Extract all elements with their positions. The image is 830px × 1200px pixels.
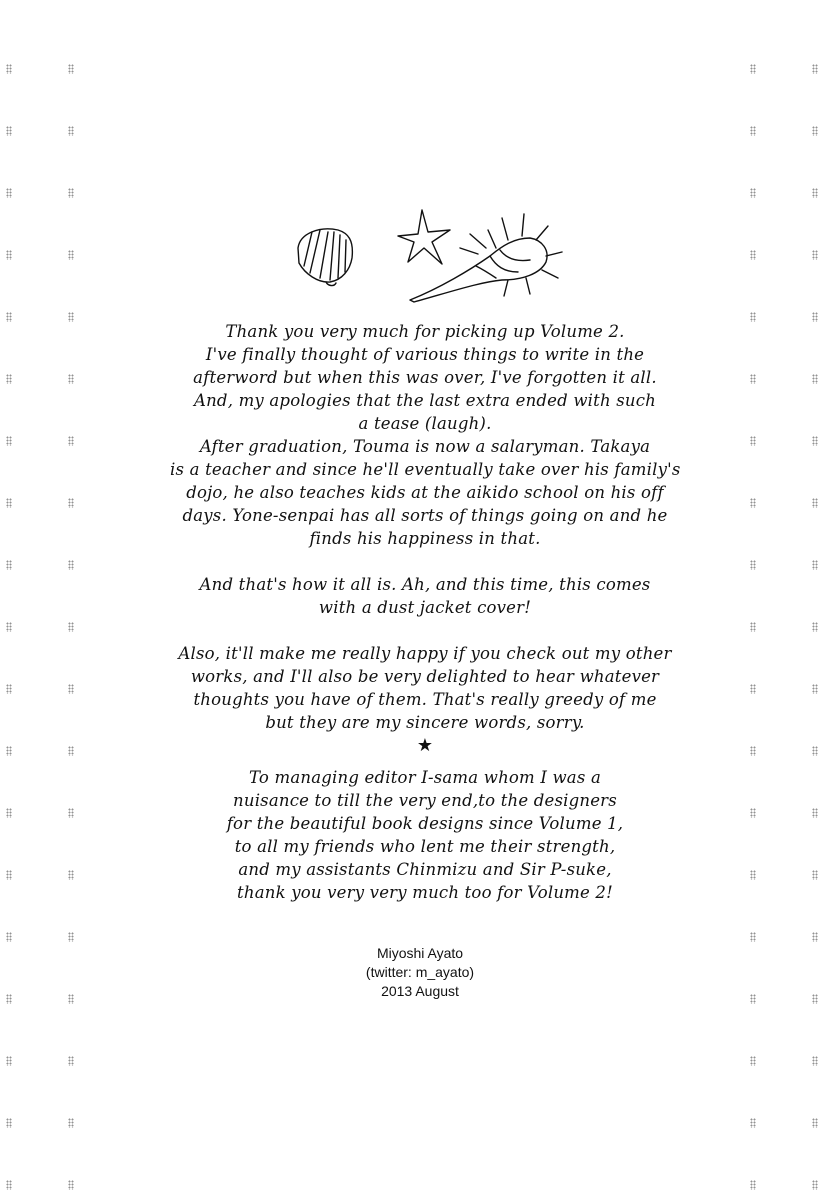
border-dot xyxy=(68,870,74,880)
border-dot xyxy=(812,250,818,260)
border-dot xyxy=(6,436,12,446)
author-twitter: (twitter: m_ayato) xyxy=(365,964,475,980)
border-dot xyxy=(68,1180,74,1190)
border-dot xyxy=(6,188,12,198)
border-dot xyxy=(750,746,756,756)
border-dot xyxy=(812,560,818,570)
border-dot xyxy=(812,374,818,384)
text-line: days. Yone-senpai has all sorts of things going on and he xyxy=(182,506,668,525)
border-dot xyxy=(6,808,12,818)
border-dot xyxy=(812,994,818,1004)
border-dot xyxy=(812,808,818,818)
paragraph-acknowledgements xyxy=(170,766,680,904)
border-dot xyxy=(68,560,74,570)
border-dot xyxy=(812,188,818,198)
text-line: dojo, he also teaches kids at the aikido school on his off xyxy=(186,483,664,502)
text-line: finds his happiness in that. xyxy=(309,529,541,548)
text-line: afterword but when this was over, I've forgotten it all. xyxy=(193,368,657,387)
border-dot xyxy=(750,994,756,1004)
left-dot-column xyxy=(6,0,16,1200)
signature-block xyxy=(320,944,520,1001)
border-dot xyxy=(68,808,74,818)
border-dot xyxy=(68,498,74,508)
text-line: To managing editor I-sama whom I was a xyxy=(249,768,601,787)
afterword-letter xyxy=(170,320,680,904)
border-dot xyxy=(68,250,74,260)
border-dot xyxy=(68,994,74,1004)
border-dot xyxy=(6,1056,12,1066)
text-line: Thank you very much for picking up Volume 2. xyxy=(225,322,625,341)
border-dot xyxy=(68,684,74,694)
text-line: Also, it'll make me really happy if you check out my other xyxy=(178,644,672,663)
border-dot xyxy=(812,932,818,942)
conch-shell-icon xyxy=(410,214,562,302)
text-line: with a dust jacket cover! xyxy=(318,598,532,617)
border-dot xyxy=(750,436,756,446)
border-dot xyxy=(750,312,756,322)
border-dot xyxy=(6,622,12,632)
border-dot xyxy=(6,1118,12,1128)
border-dot xyxy=(812,684,818,694)
border-dot xyxy=(68,622,74,632)
border-dot xyxy=(6,250,12,260)
text-line: a tease (laugh). xyxy=(358,414,492,433)
border-dot xyxy=(750,498,756,508)
border-dot xyxy=(812,498,818,508)
text-line: I've finally thought of various things to write in the xyxy=(205,345,645,364)
border-dot xyxy=(750,1118,756,1128)
border-dot xyxy=(750,374,756,384)
border-dot xyxy=(68,932,74,942)
author-name: Miyoshi Ayato xyxy=(376,945,464,961)
border-dot xyxy=(812,312,818,322)
border-dot xyxy=(6,1180,12,1190)
text-line: is a teacher and since he'll eventually take over his family's xyxy=(170,460,681,479)
border-dot xyxy=(812,126,818,136)
border-dot xyxy=(68,64,74,74)
border-dot xyxy=(6,64,12,74)
border-dot xyxy=(68,374,74,384)
text-line: thank you very very much too for Volume 2! xyxy=(237,883,613,902)
border-dot xyxy=(750,64,756,74)
border-dot xyxy=(6,560,12,570)
border-dot xyxy=(6,932,12,942)
text-line: And, my apologies that the last extra ended with such xyxy=(193,391,657,410)
text-line: to all my friends who lent me their strength, xyxy=(234,837,616,856)
border-dot xyxy=(68,1056,74,1066)
border-dot xyxy=(68,436,74,446)
border-dot xyxy=(6,994,12,1004)
border-dot xyxy=(68,188,74,198)
border-dot xyxy=(750,1180,756,1190)
border-dot xyxy=(812,1118,818,1128)
scallop-shell-icon xyxy=(298,229,352,286)
border-dot xyxy=(812,436,818,446)
text-line: thoughts you have of them. That's really greedy of me xyxy=(193,690,657,709)
text-line: And that's how it all is. Ah, and this time, this comes xyxy=(199,575,651,594)
paragraph-other-works xyxy=(170,642,680,734)
border-dot xyxy=(750,126,756,136)
border-dot xyxy=(750,188,756,198)
text-line: for the beautiful book designs since Volume 1, xyxy=(226,814,624,833)
border-dot xyxy=(750,808,756,818)
border-dot xyxy=(812,64,818,74)
border-dot xyxy=(750,1056,756,1066)
border-dot xyxy=(6,684,12,694)
border-dot xyxy=(812,746,818,756)
border-dot xyxy=(750,622,756,632)
border-dot xyxy=(750,560,756,570)
text-line: nuisance to till the very end,to the designers xyxy=(233,791,617,810)
right-dot-column xyxy=(812,0,822,1200)
border-dot xyxy=(6,498,12,508)
border-dot xyxy=(68,312,74,322)
border-dot xyxy=(812,1180,818,1190)
seashells-illustration xyxy=(290,208,565,308)
border-dot xyxy=(812,1056,818,1066)
star-separator-icon: ★ xyxy=(416,735,434,756)
border-dot xyxy=(6,126,12,136)
text-line: but they are my sincere words, sorry. xyxy=(265,713,585,732)
border-dot xyxy=(750,684,756,694)
left-inner-dot-column xyxy=(68,0,78,1200)
border-dot xyxy=(812,622,818,632)
paragraph-dust-jacket xyxy=(170,573,680,619)
border-dot xyxy=(750,932,756,942)
border-dot xyxy=(750,250,756,260)
border-dot xyxy=(6,870,12,880)
border-dot xyxy=(6,374,12,384)
border-dot xyxy=(812,870,818,880)
text-line: After graduation, Touma is now a salaryman. Takaya xyxy=(199,437,651,456)
border-dot xyxy=(68,746,74,756)
border-dot xyxy=(68,1118,74,1128)
text-line: works, and I'll also be very delighted to hear whatever xyxy=(190,667,660,686)
border-dot xyxy=(6,746,12,756)
text-line: and my assistants Chinmizu and Sir P-suke, xyxy=(238,860,612,879)
border-dot xyxy=(68,126,74,136)
starfish-icon xyxy=(398,210,450,264)
border-dot xyxy=(750,870,756,880)
paragraph-thanks xyxy=(170,320,680,550)
signature-date: 2013 August xyxy=(381,983,459,999)
border-dot xyxy=(6,312,12,322)
right-inner-dot-column xyxy=(750,0,760,1200)
